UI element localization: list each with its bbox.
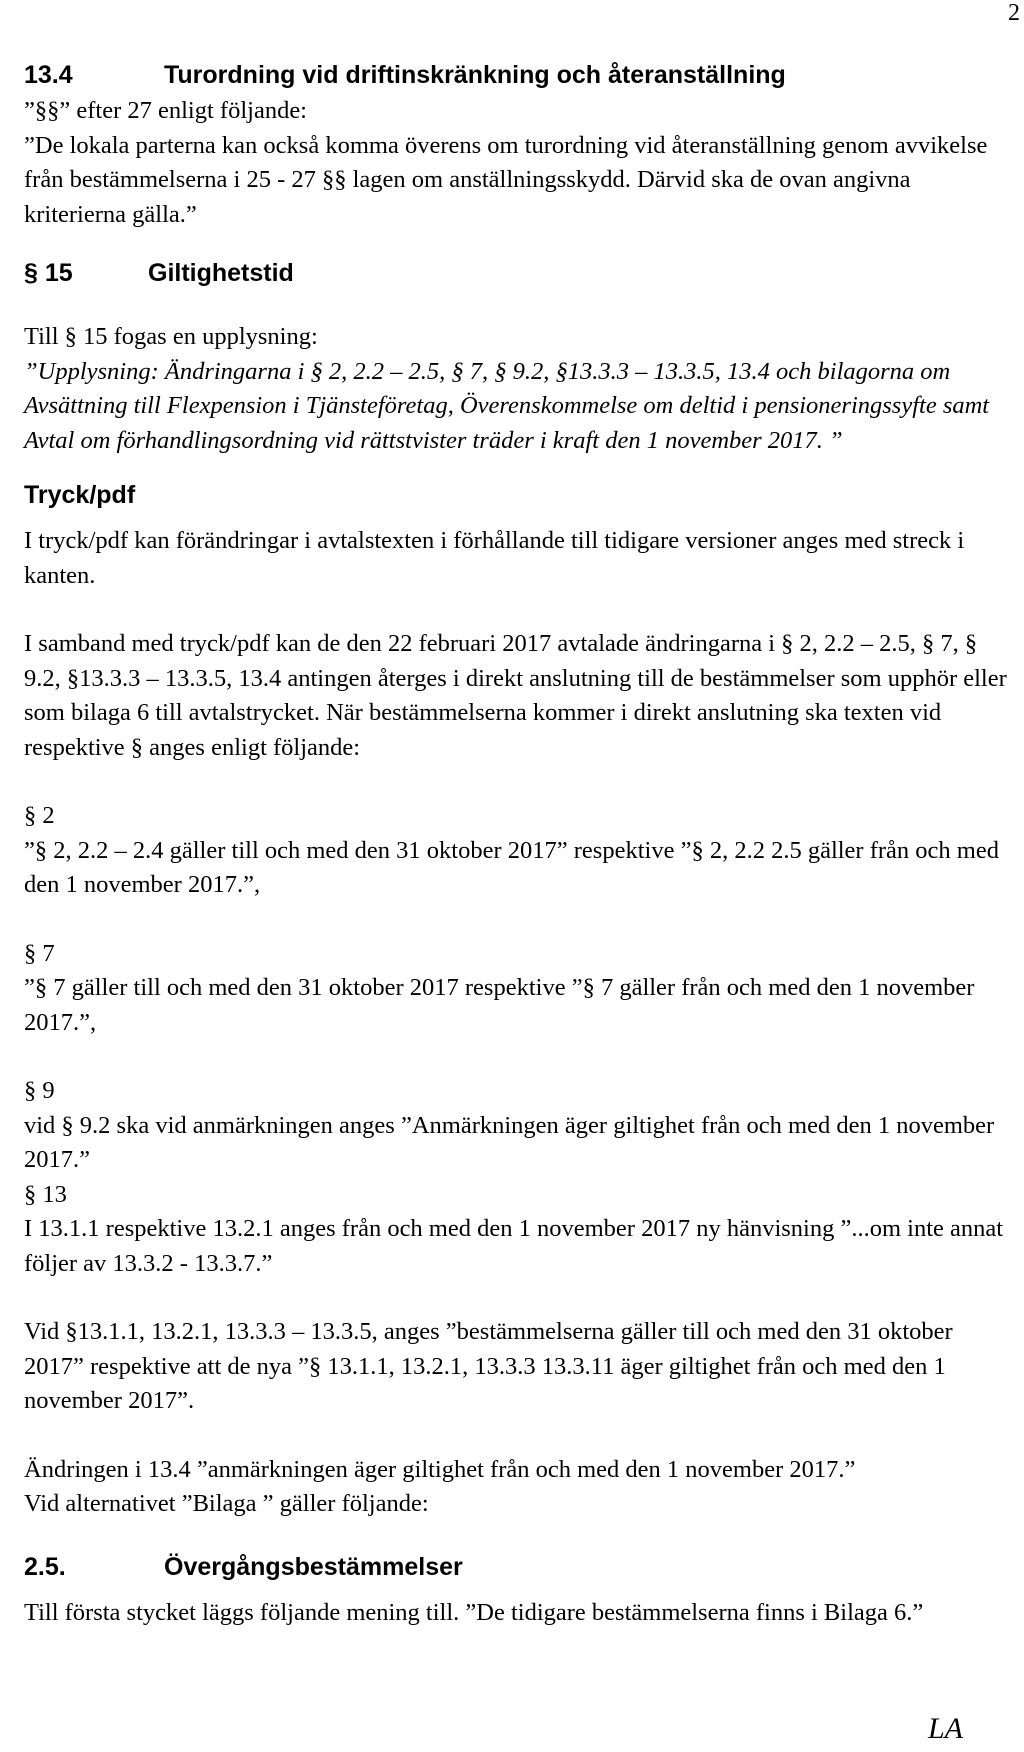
paragraph-tryck-3: Vid §13.1.1, 13.2.1, 13.3.3 – 13.3.5, anges ”bestämmelserna gäller till och med den 31 oktober 2017” respektive att de nya ”§ 13.1.1, 13.2.1, 13.3.3 13.3.11 äger giltighet från och med den 1 november 2017”.: [24, 1318, 953, 1414]
heading-2-5-number: 2.5.: [24, 1552, 66, 1581]
heading-tryck-pdf-title: Tryck/pdf: [24, 481, 136, 509]
label-section-7: § 7: [24, 939, 55, 967]
heading-15-title: Giltighetstid: [148, 259, 294, 287]
paragraph-tryck-4b: Vid alternativet ”Bilaga ” gäller följande:: [24, 1490, 429, 1517]
handwritten-initials: LA: [928, 1712, 964, 1745]
label-section-9: § 9: [24, 1077, 55, 1104]
heading-15: [24, 256, 1014, 290]
heading-2-5-title: Övergångsbestämmelser: [164, 1552, 463, 1581]
text-section-13: I 13.1.1 respektive 13.2.1 anges från och med den 1 november 2017 ny hänvisning ”...om inte annat följer av 13.3.2 - 13.3.7.”: [24, 1215, 1004, 1277]
paragraph-15-intro: Till § 15 fogas en upplysning:: [24, 323, 318, 350]
heading-2-5: [24, 1550, 1014, 1584]
text-section-7: ”§ 7 gäller till och med den 31 oktober 2017 respektive ”§ 7 gäller från och med den 1 november 2017.”,: [24, 974, 975, 1036]
paragraph-tryck-2: I samband med tryck/pdf kan de den 22 februari 2017 avtalade ändringarna i § 2, 2.2 – 2.5, § 7, § 9.2, §13.3.3 – 13.3.5, 13.4 antingen återges i direkt anslutning till de bestämmelser som upphör eller som bilaga 6 till avtalstrycket. När bestämmelserna kommer i direkt anslutning ska texten vid respektive § anges enligt följande:: [24, 630, 1007, 761]
page-number: 2: [1008, 0, 1020, 26]
label-section-13: § 13: [24, 1180, 67, 1208]
paragraph-13-4-intro: ”§§” efter 27 enligt följande:: [24, 97, 307, 124]
heading-13-4-title: Turordning vid driftinskränkning och återanställning: [164, 61, 786, 89]
text-section-9: vid § 9.2 ska vid anmärkningen anges ”Anmärkningen äger giltighet från och med den 1 november 2017.”: [24, 1111, 995, 1173]
label-section-2: § 2: [24, 802, 55, 829]
heading-13-4: [24, 58, 1014, 92]
heading-tryck-pdf: [24, 478, 1014, 512]
paragraph-tryck-1: I tryck/pdf kan förändringar i avtalstexten i förhållande till tidigare versioner anges med streck i kanten.: [24, 527, 965, 589]
paragraph-13-4-text: ”De lokala parterna kan också komma överens om turordning vid återanställning genom avvikelse från bestämmelserna i 25 - 27 §§ lagen om anställningsskydd. Därvid ska de ovan angivna kriterierna gälla.”: [24, 131, 988, 228]
paragraph-15-note: ”Upplysning: Ändringarna i § 2, 2.2 – 2.5, § 7, § 9.2, §13.3.3 – 13.3.5, 13.4 och bilagorna om Avsättning till Flexpension i Tjänsteföretag, Överenskommelse om deltid i pensioneringssyfte samt Avtal om förhandlingsordning vid rättstvister träder i kraft den 1 november 2017. ”: [24, 357, 990, 454]
heading-13-4-number: 13.4: [24, 61, 73, 89]
heading-15-number: § 15: [24, 259, 73, 287]
paragraph-2-5: Till första stycket läggs följande mening till. ”De tidigare bestämmelserna finns i Bilaga 6.”: [24, 1598, 924, 1626]
document-body: [24, 58, 1014, 1630]
paragraph-tryck-4a: Ändringen i 13.4 ”anmärkningen äger giltighet från och med den 1 november 2017.”: [24, 1455, 856, 1483]
text-section-2: ”§ 2, 2.2 – 2.4 gäller till och med den 31 oktober 2017” respektive ”§ 2, 2.2 2.5 gäller från och med den 1 november 2017.”,: [24, 836, 999, 898]
